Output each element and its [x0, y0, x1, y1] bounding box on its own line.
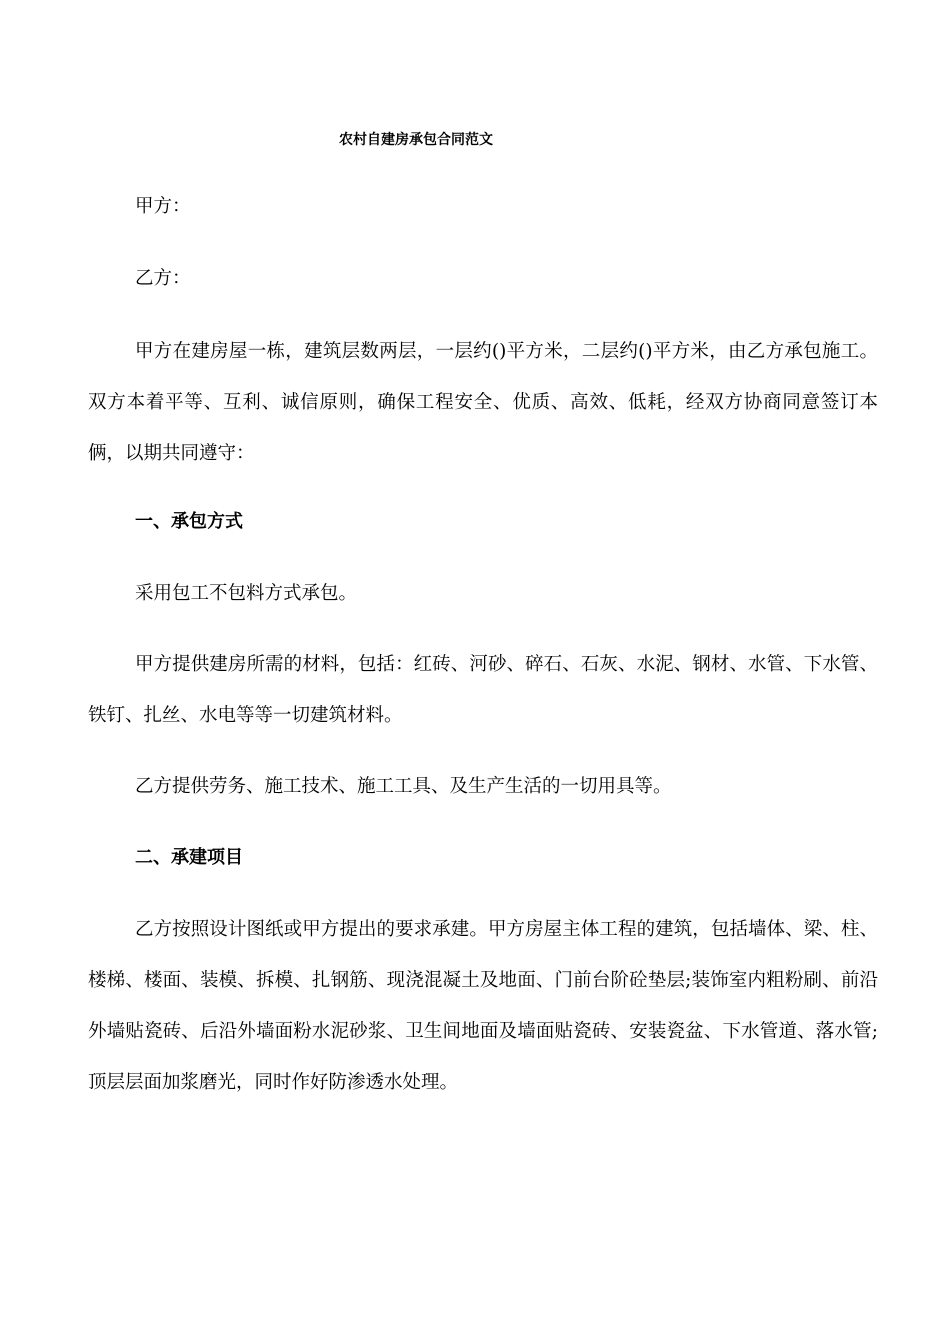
section-heading-contract-method: 一、承包方式 — [135, 511, 243, 532]
party-a-label: 甲方： — [135, 196, 191, 217]
intro-paragraph: 甲方在建房屋一栋，建筑层数两层，一层约()平方米，二层约()平方米，由乙方承包施工。双方本着平等、互利、诚信原则，确保工程安全、优质、高效、低耗，经双方协商同意签订本俩，以期共同遵守： — [88, 341, 878, 464]
labor-paragraph: 乙方提供劳务、施工技术、施工工具、及生产生活的一切用具等。 — [135, 776, 672, 797]
party-b-label: 乙方： — [135, 268, 191, 289]
section-heading-project-scope: 二、承建项目 — [135, 847, 243, 868]
materials-paragraph: 甲方提供建房所需的材料，包括：红砖、河砂、碎石、石灰、水泥、钢材、水管、下水管、铁钉、扎丝、水电等等一切建筑材料。 — [88, 654, 878, 726]
project-scope-paragraph: 乙方按照设计图纸或甲方提出的要求承建。甲方房屋主体工程的建筑，包括墙体、梁、柱、楼梯、楼面、装模、拆模、扎钢筋、现浇混凝土及地面、门前台阶砼垫层;装饰室内粗粉刷、前沿外墙贴瓷砖、后沿外墙面粉水泥砂浆、卫生间地面及墙面贴瓷砖、安装瓷盆、下水管道、落水管;顶层层面加浆磨光，同时作好防渗透水处理。 — [88, 919, 878, 1093]
contract-method-paragraph: 采用包工不包料方式承包。 — [135, 583, 358, 604]
document-title: 农村自建房承包合同范文 — [339, 132, 493, 148]
